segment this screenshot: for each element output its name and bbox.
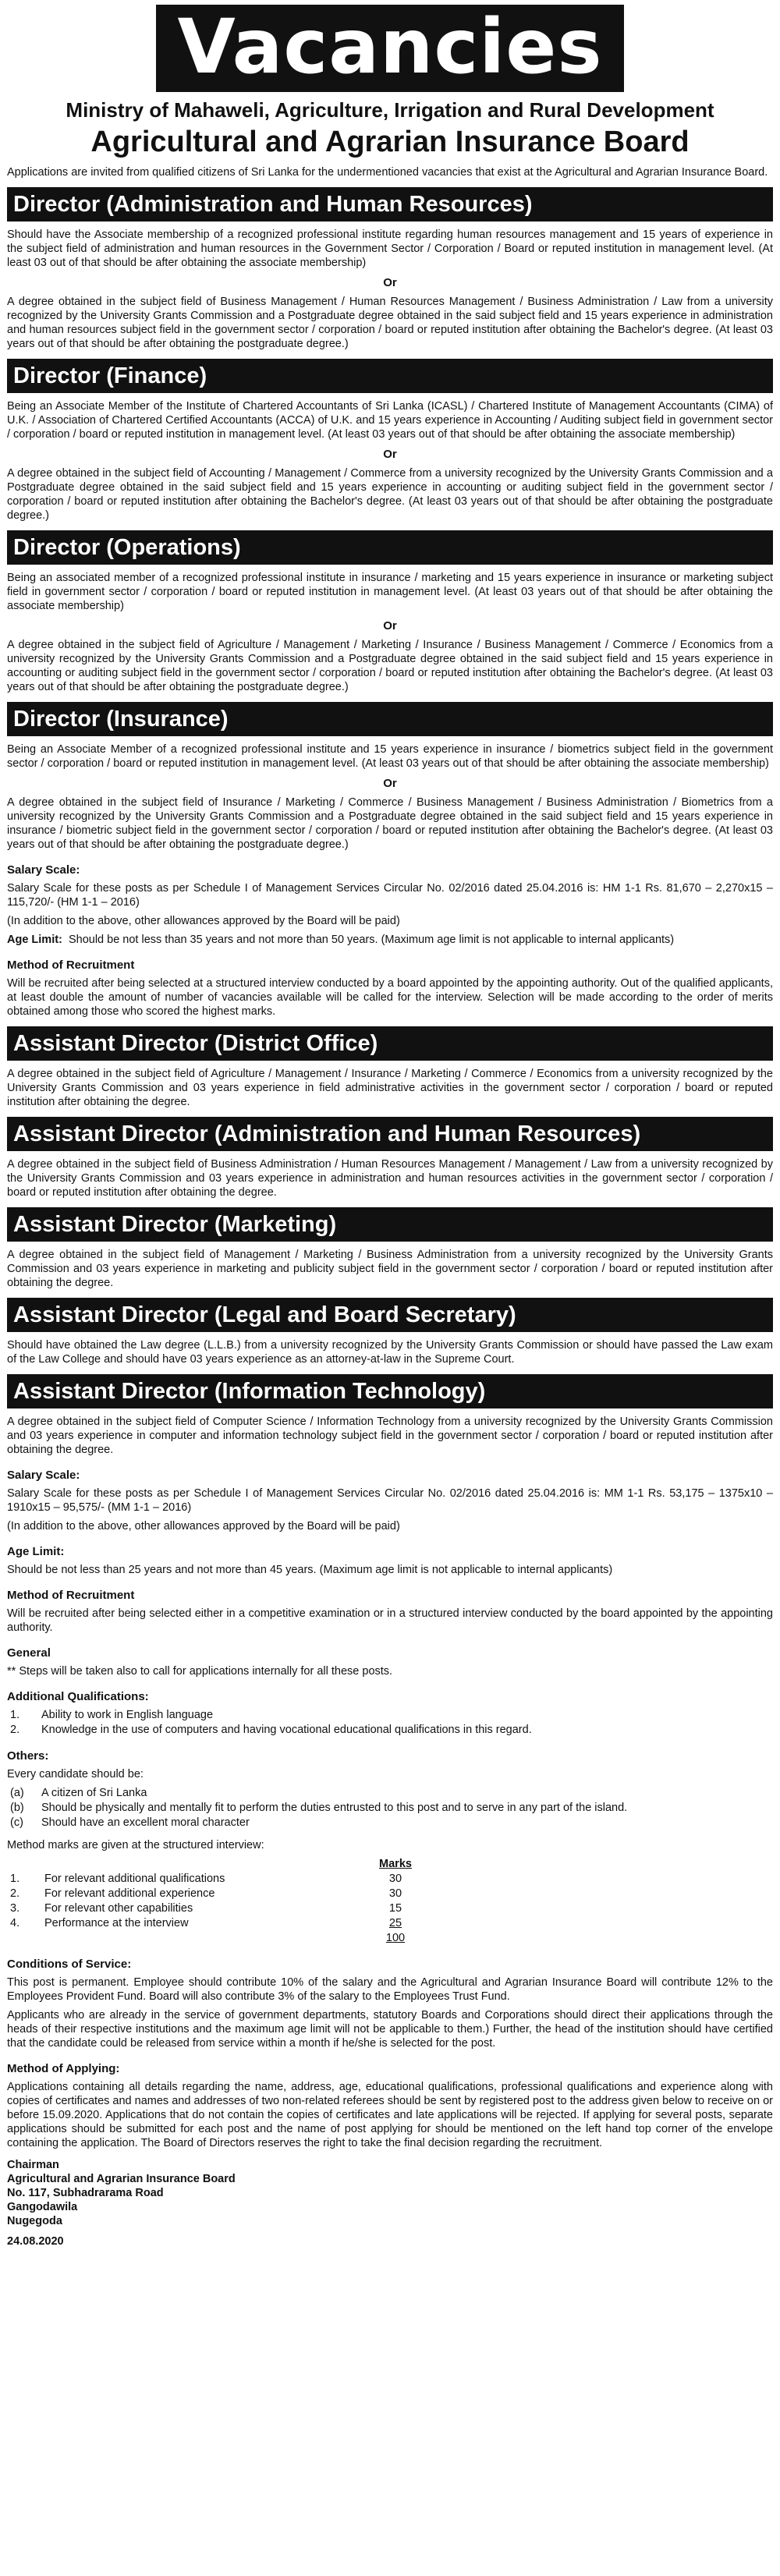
general-label: General xyxy=(7,1646,51,1660)
director-age-label: Age Limit: xyxy=(7,934,62,946)
marks-total: 100 xyxy=(385,1932,406,1944)
list-item-text: Knowledge in the use of computers and having vocational educational qualifications in this regard. xyxy=(41,1724,532,1736)
marks-row-number: 4. xyxy=(10,1917,20,1929)
director-operations-qualification-2: A degree obtained in the subject field of Agriculture / Management / Marketing / Insurance / Business Management / Commerce / Economics from a university recognized by the University Grants Commission and a Postgraduate degree obtained in the said subject field and 15 years experience in accounting or auditing subject field in the government sector / corporation / board or reputed institution after obtaining the Bachelor's degree. (At least 03 years out of that should be after obtaining the postgraduate degree.) xyxy=(7,639,773,693)
section-ad-it-title: Assistant Director (Information Technology) xyxy=(7,1374,773,1408)
board-name: Agricultural and Agrarian Insurance Board xyxy=(90,126,690,158)
banner-wrap xyxy=(7,5,773,92)
section-director-hr-title: Director (Administration and Human Resources) xyxy=(7,187,773,221)
marks-row-label: Performance at the interview xyxy=(44,1917,189,1929)
ad-age-text: Should be not less than 25 years and not more than 45 years. (Maximum age limit is not applicable to internal applicants) xyxy=(7,1564,613,1576)
director-method-label: Method of Recruitment xyxy=(7,958,135,972)
or-separator: Or xyxy=(383,448,397,461)
marks-row-label: For relevant additional experience xyxy=(44,1887,215,1900)
marks-table xyxy=(7,1857,419,1946)
list-item xyxy=(7,1723,773,1738)
director-age-limit xyxy=(7,933,773,947)
ad-method-label: Method of Recruitment xyxy=(7,1589,135,1602)
signature-line: Chairman xyxy=(7,2159,59,2171)
ministry-name: Ministry of Mahaweli, Agriculture, Irrigation and Rural Development xyxy=(66,98,714,122)
signature-block xyxy=(7,2158,773,2228)
director-operations-qualification-1: Being an associated member of a recognized professional institute in insurance / marketing and 15 years experience in insurance or marketing subject field in government sector / corporation / board or reputed institution in management level. (At least 03 years out of that should be after obtaining the associate membership) xyxy=(7,572,773,612)
list-item-text: A citizen of Sri Lanka xyxy=(41,1787,147,1799)
director-finance-qualification-1: Being an Associate Member of the Institute of Chartered Accountants of Sri Lanka (ICASL) / Chartered Institute of Management Accountants (CIMA) of U.K. / Association of Chartered Certified Accountants (ACCA) of U.K. and 15 years experience in Accounting / Auditing subject field in government sector / corporation / board or reputed institution in management level. (At least 03 years out of that should be after obtaining the associate membership) xyxy=(7,400,773,441)
or-separator: Or xyxy=(383,276,397,289)
others-lead: Every candidate should be: xyxy=(7,1768,144,1781)
list-item xyxy=(7,1801,773,1816)
list-item-number: (c) xyxy=(10,1816,23,1829)
marks-row-label: For relevant additional qualifications xyxy=(44,1873,225,1885)
signature-line: No. 117, Subhadrarama Road xyxy=(7,2187,164,2199)
marks-total-row xyxy=(7,1931,419,1946)
list-item-text: Should have an excellent moral character xyxy=(41,1816,250,1829)
conditions-text-1: This post is permanent. Employee should contribute 10% of the salary and the Agricultural and Agrarian Insurance Board will contribute 12% to the Employees Provident Fund. Board will also contribute 3% of the salary to the Employees Trust Fund. xyxy=(7,1976,773,2003)
ad-age-label: Age Limit: xyxy=(7,1545,65,1558)
list-item-number: (b) xyxy=(10,1802,24,1814)
marks-row-label: For relevant other capabilities xyxy=(44,1902,193,1915)
marks-row-value: 15 xyxy=(388,1902,402,1915)
ad-legal-qualification: Should have obtained the Law degree (L.L.B.) from a university recognized by the University Grants Commission or should have passed the Law exam of the Law College and should have 03 years experience as an attorney-at-law in the Supreme Court. xyxy=(7,1339,773,1366)
marks-lead: Method marks are given at the structured interview: xyxy=(7,1839,264,1851)
ad-district-qualification: A degree obtained in the subject field of Agriculture / Management / Insurance / Marketing / Commerce / Economics from a university recognized by the University Grants Commission and 03 years experience in field administrative activities in the government sector / corporation / board or reputed institution after obtaining the degree. xyxy=(7,1068,773,1108)
list-item xyxy=(7,1708,773,1723)
applying-text: Applications containing all details regarding the name, address, age, educational qualifications, professional qualifications and experience along with copies of certificates and names and addresses of two non-related referees should be sent by registered post to the address given below to receive on or before 15.09.2020. Applications that do not contain the copies of certificates and late applications will be rejected. If applying for several posts, separate applications should be submitted for each post and the name of post applying for should be mentioned on the left hand top corner of the envelope containing the application. The Board of Directors reserves the right to take the final decision regarding the recruitment. xyxy=(7,2081,773,2149)
director-insurance-qualification-2: A degree obtained in the subject field of Insurance / Marketing / Commerce / Business Management / Business Administration / Biometrics from a university recognized by the University Grants Commission and a Postgraduate degree obtained in the said subject field and 15 years experience in insurance / biometric subject field in the government sector / corporation / board or reputed institution after obtaining the Bachelor's degree. (At least 03 years out of that should be after obtaining the postgraduate degree.) xyxy=(7,796,773,851)
or-separator: Or xyxy=(383,619,397,632)
vacancies-banner: Vacancies xyxy=(156,5,625,92)
table-row xyxy=(7,1887,419,1901)
marks-row-value: 30 xyxy=(388,1887,402,1900)
applying-label: Method of Applying: xyxy=(7,2062,120,2075)
conditions-text-2: Applicants who are already in the service of government departments, statutory Boards and Corporations should direct their applications through the heads of their respective institutions and the maximum age limit will not be applicable to them.) Further, the head of the institution should have certified that the candidate could be released from service within a month if he/she is selected for the post. xyxy=(7,2009,773,2050)
table-row xyxy=(7,1901,419,1916)
others-label: Others: xyxy=(7,1749,49,1763)
ad-salary-text: Salary Scale for these posts as per Schedule I of Management Services Circular No. 02/2016 dated 25.04.2016 is: MM 1-1 Rs. 53,175 – 1375x10 – 1910x15 – 95,575/- (MM 1-1 – 2016) xyxy=(7,1487,773,1514)
ad-it-qualification: A degree obtained in the subject field of Computer Science / Information Technology from a university recognized by the University Grants Commission and 03 years experience in computer and information technology subject field in the government sector / corporation / board or reputed institution after obtaining the degree. xyxy=(7,1416,773,1456)
list-item-text: Ability to work in English language xyxy=(41,1709,214,1721)
or-separator: Or xyxy=(383,777,397,790)
signature-line: Gangodawila xyxy=(7,2201,78,2213)
section-director-finance-title: Director (Finance) xyxy=(7,359,773,393)
list-item xyxy=(7,1786,773,1801)
director-hr-qualification-2: A degree obtained in the subject field of Business Management / Human Resources Management / Business Administration / Law from a university recognized by the University Grants Commission and a Postgraduate degree obtained in the said subject field and 15 years experience in administration and human resources subject field in the government sector / corporation / board or reputed institution after obtaining the Bachelor's degree. (At least 03 years out of that should be after obtaining the postgraduate degree.) xyxy=(7,296,773,350)
signature-line: Agricultural and Agrarian Insurance Board xyxy=(7,2173,236,2185)
director-age-text: Should be not less than 35 years and not more than 50 years. (Maximum age limit is not applicable to internal applicants) xyxy=(68,934,675,946)
ad-allowance-text: (In addition to the above, other allowances approved by the Board will be paid) xyxy=(7,1520,400,1532)
director-salary-text: Salary Scale for these posts as per Schedule I of Management Services Circular No. 02/2016 dated 25.04.2016 is: HM 1-1 Rs. 81,670 – 2,270x15 – 115,720/- (HM 1-1 – 2016) xyxy=(7,882,773,909)
director-allowance-text: (In addition to the above, other allowances approved by the Board will be paid) xyxy=(7,915,400,927)
ad-hr-qualification: A degree obtained in the subject field of Business Administration / Human Resources Management / Management / Law from a university recognized by the University Grants Commission and 03 years experience in administration and human resources activities in the government sector / corporation / board or reputed institution after obtaining the degree. xyxy=(7,1158,773,1199)
intro-text: Applications are invited from qualified citizens of Sri Lanka for the undermentioned vacancies that exist at the Agricultural and Agrarian Insurance Board. xyxy=(7,166,768,179)
ad-method-text: Will be recruited after being selected either in a competitive examination or in a structured interview conducted by the board appointed by the appointing authority. xyxy=(7,1607,773,1634)
list-item xyxy=(7,1816,773,1830)
general-text: ** Steps will be taken also to call for applications internally for all these posts. xyxy=(7,1665,393,1678)
notice-date: 24.08.2020 xyxy=(7,2235,64,2248)
director-hr-qualification-1: Should have the Associate membership of a recognized professional institute regarding human resources management and 15 years of experience in the subject field of administration and human resources in the Government Sector / Corporation / Board or reputed institution in management level. (At least 03 out of that should be after obtaining the associate membership) xyxy=(7,229,773,269)
table-row xyxy=(7,1916,419,1931)
section-ad-hr-title: Assistant Director (Administration and Human Resources) xyxy=(7,1117,773,1151)
section-ad-district-title: Assistant Director (District Office) xyxy=(7,1026,773,1061)
section-director-insurance-title: Director (Insurance) xyxy=(7,702,773,736)
conditions-label: Conditions of Service: xyxy=(7,1958,132,1971)
list-item-number: 1. xyxy=(10,1709,20,1721)
additional-qualifications-list xyxy=(7,1708,773,1738)
marks-row-number: 1. xyxy=(10,1873,20,1885)
section-ad-marketing-title: Assistant Director (Marketing) xyxy=(7,1207,773,1242)
table-row xyxy=(7,1872,419,1887)
signature-line: Nugegoda xyxy=(7,2215,62,2227)
list-item-number: 2. xyxy=(10,1724,20,1736)
section-ad-legal-title: Assistant Director (Legal and Board Secretary) xyxy=(7,1298,773,1332)
marks-header-row xyxy=(7,1857,419,1872)
additional-qualifications-label: Additional Qualifications: xyxy=(7,1690,149,1703)
director-salary-label: Salary Scale: xyxy=(7,863,80,877)
advertisement xyxy=(7,0,773,2248)
list-item-number: (a) xyxy=(10,1787,24,1799)
others-list xyxy=(7,1786,773,1830)
list-item-text: Should be physically and mentally fit to perform the duties entrusted to this post and to serve in any part of the island. xyxy=(41,1802,628,1814)
marks-row-number: 3. xyxy=(10,1902,20,1915)
marks-row-value: 25 xyxy=(388,1917,402,1929)
ad-salary-label: Salary Scale: xyxy=(7,1469,80,1482)
section-director-operations-title: Director (Operations) xyxy=(7,530,773,565)
director-method-text: Will be recruited after being selected at a structured interview conducted by a board appointed by the appointing authority. Out of the qualified applicants, at least double the amount of number of vacancies available will be called for the interview. Selection will be made according to the order of merits obtained among those who scored the highest marks. xyxy=(7,977,773,1018)
marks-row-value: 30 xyxy=(388,1873,402,1885)
marks-header: Marks xyxy=(379,1858,412,1870)
director-finance-qualification-2: A degree obtained in the subject field of Accounting / Management / Commerce from a university recognized by the University Grants Commission and a Postgraduate degree obtained in the said subject field and 15 years experience in accounting or auditing subject field in the government sector / corporation / board or reputed institution after obtaining the Bachelor's degree. (At least 03 years out of that should be after obtaining the postgraduate degree.) xyxy=(7,467,773,522)
marks-row-number: 2. xyxy=(10,1887,20,1900)
ad-marketing-qualification: A degree obtained in the subject field of Management / Marketing / Business Administration from a university recognized by the University Grants Commission and 03 years experience in marketing and publicity subject field in the government sector / corporation / board or reputed institution after obtaining the degree. xyxy=(7,1249,773,1289)
director-insurance-qualification-1: Being an Associate Member of a recognized professional institute and 15 years experience in insurance / biometrics subject field in the government sector / corporation / board or reputed institution in management level. (At least 03 years out of that should be after obtaining the associate membership) xyxy=(7,743,773,770)
